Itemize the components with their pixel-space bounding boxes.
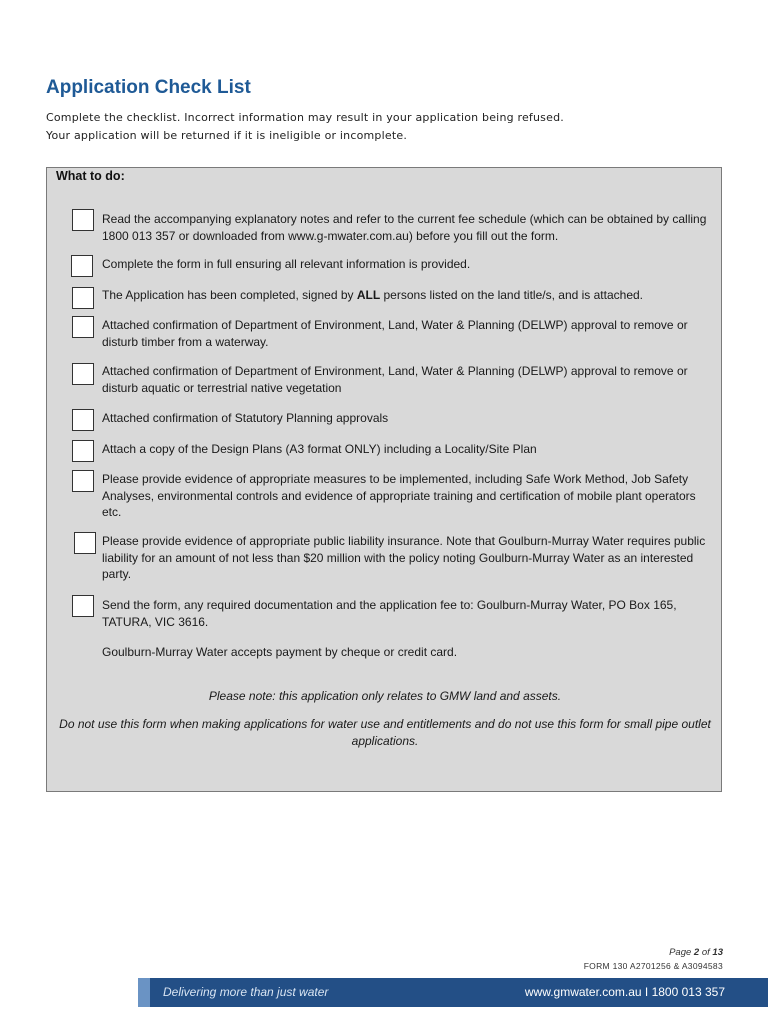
checklist-item-text: Please provide evidence of appropriate public liability insurance. Note that Goulburn-Murray Water requires public liability for an amount of not less than $20 million with the policy noting Goulburn-Murray Water as an interested party. — [102, 534, 706, 581]
checkbox[interactable] — [71, 255, 93, 277]
footer-accent — [138, 978, 150, 1007]
intro-line-2: Your application will be returned if it is ineligible or incomplete. — [46, 129, 408, 142]
checkbox[interactable] — [72, 470, 94, 492]
checklist-item-text: Send the form, any required documentation and the application fee to: Goulburn-Murray Water, PO Box 165, TATURA, VIC 3616. — [102, 598, 677, 629]
form-code: FORM 130 A2701256 & A3094583 — [583, 961, 723, 971]
checklist-item-text: Read the accompanying explanatory notes and refer to the current fee schedule (which can be obtained by calling 1800 013 357 or downloaded from www.g-mwater.com.au) before you fill out the form. — [102, 212, 707, 243]
footer-bar — [138, 978, 768, 1007]
payment-text: Goulburn-Murray Water accepts payment by cheque or credit card. — [102, 645, 458, 659]
checkbox[interactable] — [72, 316, 94, 338]
checkbox[interactable] — [72, 363, 94, 385]
checklist-item-text: Attached confirmation of Statutory Planning approvals — [102, 411, 389, 425]
checkbox[interactable] — [72, 287, 94, 309]
checklist-panel — [46, 167, 722, 792]
page-title: Application Check List — [46, 77, 251, 98]
checklist-item-text: Attach a copy of the Design Plans (A3 format ONLY) including a Locality/Site Plan — [102, 442, 537, 456]
note-gmw-land: Please note: this application only relates to GMW land and assets. — [208, 689, 562, 703]
checkbox[interactable] — [72, 595, 94, 617]
checkbox[interactable] — [72, 209, 94, 231]
page-number: Page 2 of 13 — [669, 947, 723, 958]
checklist-item-text: The Application has been completed, signed by ALL persons listed on the land title/s, and is attached. — [102, 288, 643, 302]
checklist-item-text: Attached confirmation of Department of Environment, Land, Water & Planning (DELWP) approval to remove or disturb aquatic or terrestrial native vegetation — [102, 364, 688, 395]
checkbox[interactable] — [74, 532, 96, 554]
panel-heading: What to do: — [56, 169, 125, 183]
checklist-item-text: Attached confirmation of Department of Environment, Land, Water & Planning (DELWP) approval to remove or disturb timber from a waterway. — [102, 318, 688, 349]
footer-tagline: Delivering more than just water — [163, 985, 329, 999]
checklist-item-text: Please provide evidence of appropriate measures to be implemented, including Safe Work Method, Job Safety Analyses, environmental controls and evidence of appropriate training and certification of mobile plant operators etc. — [102, 472, 696, 519]
intro-line-1: Complete the checklist. Incorrect information may result in your application being refused. — [46, 111, 564, 124]
note-do-not-use: Do not use this form when making applications for water use and entitlements and do not use this form for small pipe outlet applications. — [59, 717, 711, 748]
footer-contact: www.gmwater.com.au I 1800 013 357 — [524, 985, 725, 999]
checklist-item-text: Complete the form in full ensuring all relevant information is provided. — [102, 257, 471, 271]
checkbox[interactable] — [72, 409, 94, 431]
checkbox[interactable] — [72, 440, 94, 462]
